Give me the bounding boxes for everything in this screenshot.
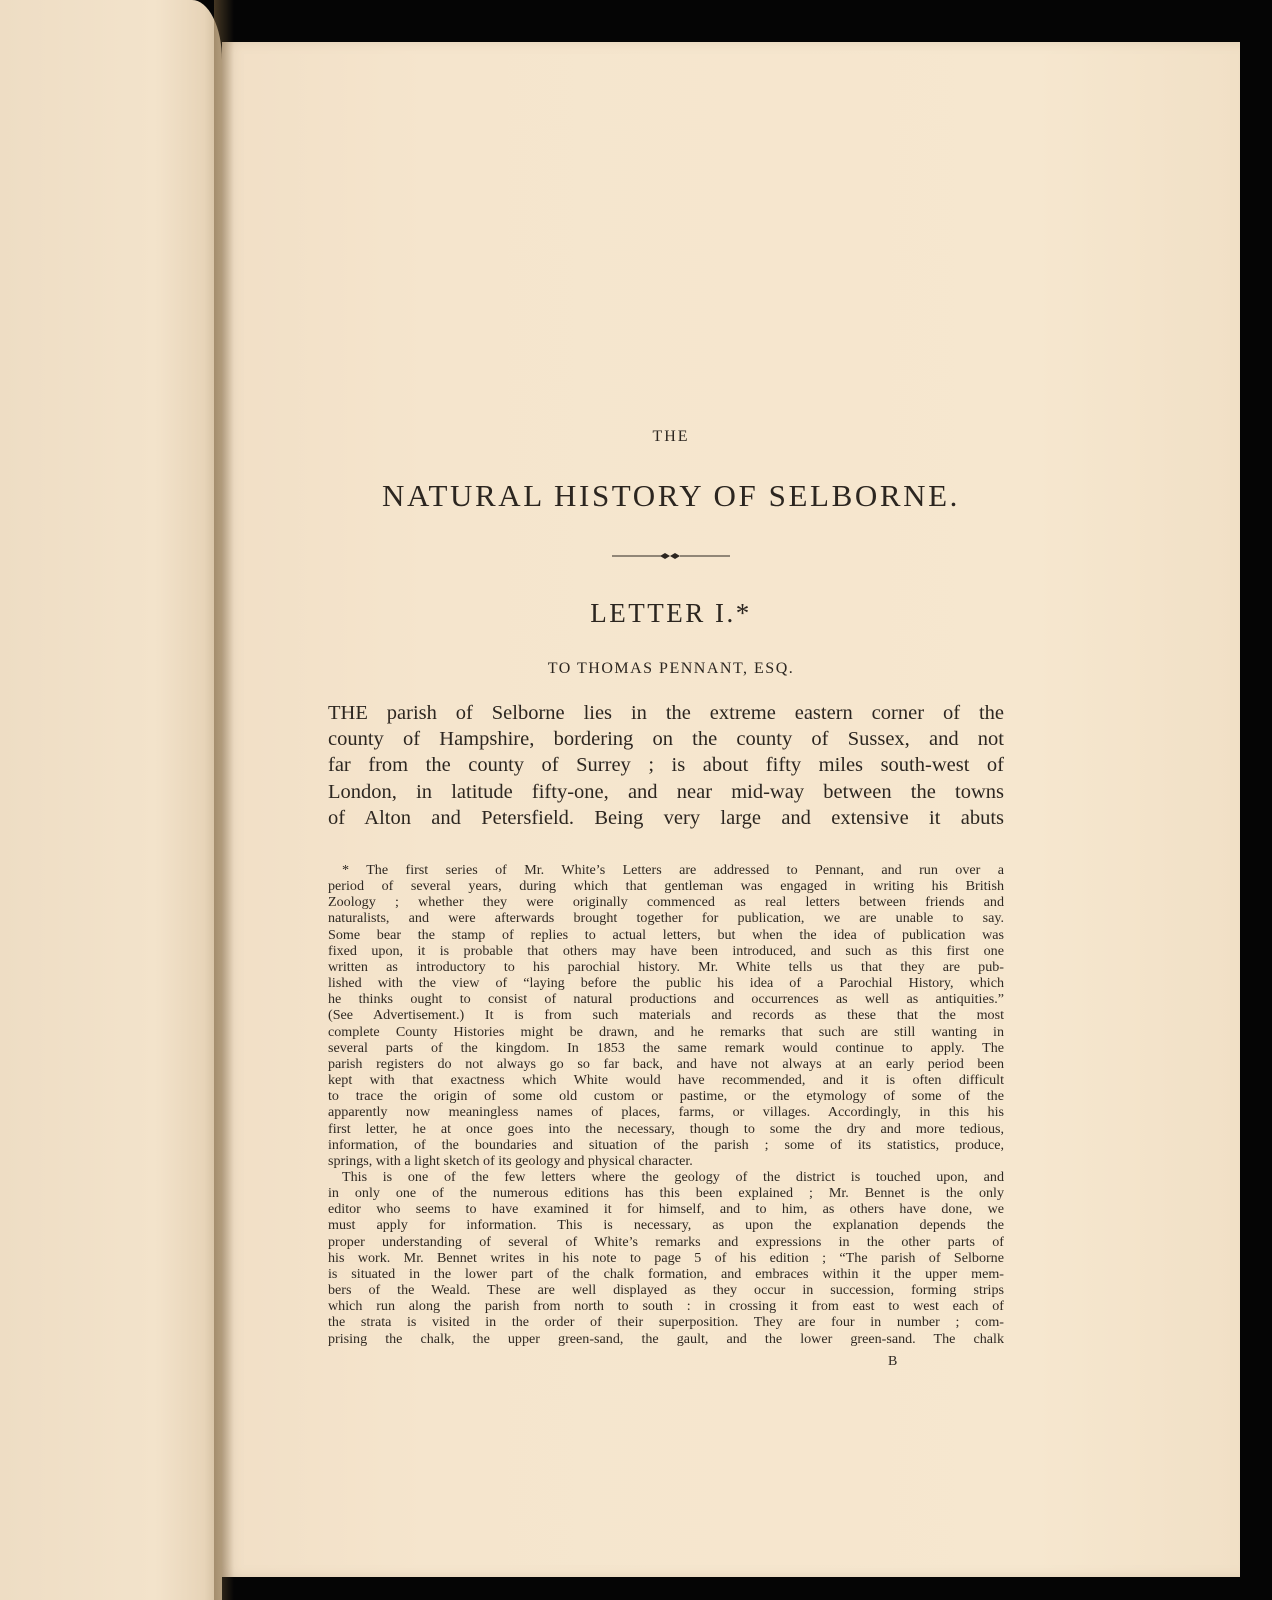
- footnote-line: written as introductory to his parochial history. Mr. White tells us that they are pub-: [328, 958, 1004, 975]
- footnote-line: Zoology ; whether they were originally commenced as real letters between friends and: [328, 894, 1004, 911]
- footnote-line: (See Advertisement.) It is from such materials and records as these that the most: [328, 1007, 1004, 1024]
- footnote-line: naturalists, and were afterwards brought together for publication, we are unable to say.: [328, 910, 1004, 927]
- book-title: NATURAL HISTORY OF SELBORNE.: [381, 478, 961, 513]
- footnote-line: kept with that exactness which White would have recommended, and it is often difficult: [328, 1072, 1004, 1089]
- ornament-divider-icon: [612, 550, 730, 562]
- footnote-line: must apply for information. This is necessary, as upon the explanation depends the: [328, 1217, 1004, 1234]
- body-line: London, in latitude fifty-one, and near mid-way between the towns: [328, 780, 1004, 803]
- body-paragraph: [328, 700, 1004, 831]
- footnote-line: period of several years, during which that gentleman was engaged in writing his British: [328, 878, 1004, 895]
- footnote-line: This is one of the few letters where the geology of the district is touched upon, and: [342, 1168, 1004, 1185]
- footnote-line: parish registers do not always go so far back, and have not always at an early period been: [328, 1055, 1004, 1072]
- left-page: [0, 0, 222, 1600]
- body-line: county of Hampshire, bordering on the county of Sussex, and not: [328, 728, 1004, 751]
- footnote-line: springs, with a light sketch of its geology and physical character.: [328, 1152, 693, 1169]
- footnote-line: to trace the origin of some old custom or pastime, or the etymology of some of the: [328, 1088, 1004, 1105]
- body-line: of Alton and Petersfield. Being very large and extensive it abuts: [328, 806, 1004, 829]
- gutter-shadow: [214, 0, 234, 1600]
- footnote-line: fixed upon, it is probable that others may have been introduced, and such as this first one: [328, 942, 1004, 959]
- footnote-line: is situated in the lower part of the chalk formation, and embraces within it the upper mem-: [328, 1265, 1004, 1282]
- footnote-line: information, of the boundaries and situation of the parish ; some of its statistics, produce,: [328, 1136, 1004, 1153]
- footnote-line: bers of the Weald. These are well displayed as they occur in succession, forming strips: [328, 1282, 1004, 1299]
- footnote-line: complete County Histories might be drawn, and he remarks that such are still wanting in: [328, 1023, 1004, 1040]
- footnote-line: apparently now meaningless names of places, farms, or villages. Accordingly, in this his: [328, 1104, 1004, 1121]
- body-line: far from the county of Surrey ; is about fifty miles south-west of: [328, 754, 1004, 777]
- footnote-line: editor who seems to have examined it for himself, and to him, as others have done, we: [328, 1201, 1004, 1218]
- body-line: THE parish of Selborne lies in the extreme eastern corner of the: [328, 702, 1004, 724]
- footnote-line: first letter, he at once goes into the necessary, though to some the dry and more tedious,: [328, 1120, 1004, 1137]
- footnote-line: the strata is visited in the order of their superposition. They are four in number ; com-: [328, 1314, 1004, 1331]
- pre-title: THE: [652, 428, 690, 445]
- footnote-line: proper understanding of several of White’s remarks and expressions in the other parts of: [328, 1233, 1004, 1250]
- footnote-line: in only one of the numerous editions has this been explained ; Mr. Bennet is the only: [328, 1185, 1004, 1202]
- footnote-line: Some bear the stamp of replies to actual letters, but when the idea of publication was: [328, 926, 1004, 943]
- footnote-line: * The first series of Mr. White’s Letters are addressed to Pennant, and run over a: [342, 862, 1004, 878]
- footnote-line: his work. Mr. Bennet writes in his note to page 5 of his edition ; “The parish of Selborne: [328, 1249, 1004, 1266]
- addressee: TO THOMAS PENNANT, ESQ.: [547, 660, 795, 677]
- signature-mark: B: [888, 1354, 898, 1369]
- footnote-line: which run along the parish from north to south : in crossing it from east to west each of: [328, 1298, 1004, 1315]
- footnote: [328, 862, 1004, 1347]
- footnote-line: prising the chalk, the upper green-sand, the gault, and the lower green-sand. The chalk: [328, 1330, 1004, 1347]
- letter-heading: LETTER I.*: [590, 598, 752, 628]
- footnote-line: he thinks ought to consist of natural productions and occurrences as well as antiquities.”: [328, 991, 1004, 1008]
- footnote-line: lished with the view of “laying before the public his idea of a Parochial History, which: [328, 975, 1004, 992]
- footnote-line: several parts of the kingdom. In 1853 the same remark would continue to apply. The: [328, 1039, 1004, 1056]
